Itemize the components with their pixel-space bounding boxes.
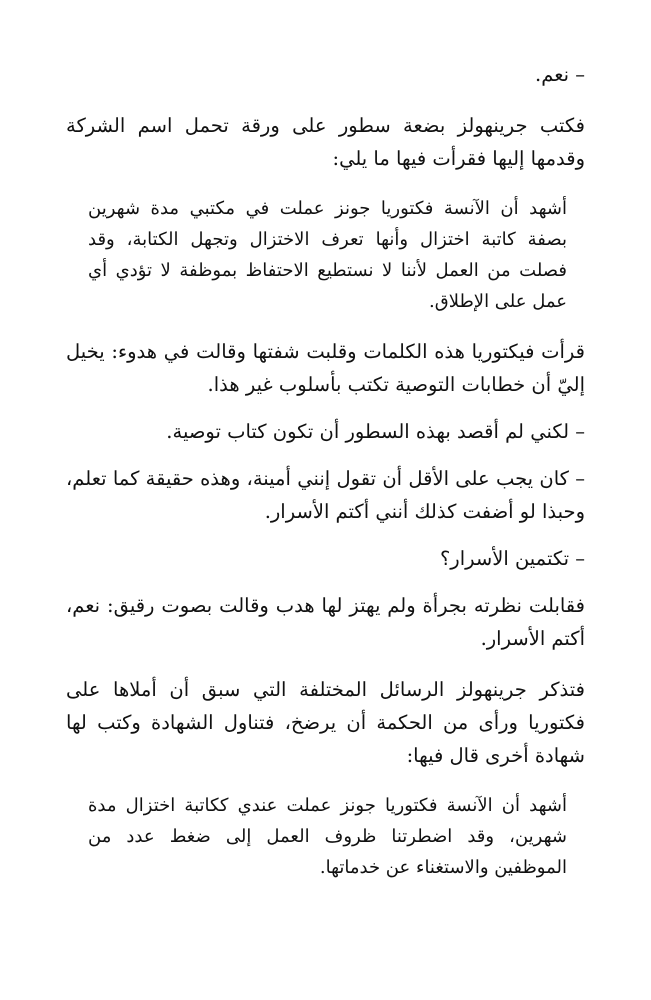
- quoted-first-certificate: أشهد أن الآنسة فكتوريا جونز عملت في مكتبي مدة شهرين بصفة كاتبة اختزال وأنها تعرف الاختزال وتجهل الكتابة، وقد فصلت من العمل لأننا لا نستطيع الاحتفاظ بموظفة لا تؤدي أي عمل على الإطلاق.: [88, 198, 567, 312]
- paragraph-bold-reply: فقابلت نظرته بجرأة ولم يهتز لها هدب وقالت بصوت رقيق: نعم، أكتم الأسرار.: [66, 594, 585, 650]
- paragraph-greenholtz-writes: فكتب جرينهولز بضعة سطور على ورقة تحمل اسم الشركة وقدمها إليها فقرأت فيها ما يلي:: [66, 114, 585, 170]
- paragraph-greenholtz-remembers: فتذكر جرينهولز الرسائل المختلفة التي سبق أن أملاها على فكتوريا ورأى من الحكمة أن يرضخ، فتناول الشهادة وكتب لها شهادة أخرى قال فيها:: [66, 678, 585, 767]
- paragraph-honest: – كان يجب على الأقل أن تقول إنني أمينة، وهذه حقيقة كما تعلم، وحبذا لو أضفت كذلك أنني أكتم الأسرار.: [66, 467, 585, 523]
- paragraph-yes: – نعم.: [535, 63, 585, 86]
- book-page: [66, 58, 585, 883]
- quoted-second-certificate: أشهد أن الآنسة فكتوريا جونز عملت عندي ككاتبة اختزال مدة شهرين، وقد اضطرتنا ظروف العمل إلى ضغط عدد من الموظفين والاستغناء عن خدماتها.: [88, 795, 567, 878]
- paragraph-not-recommendation: – لكني لم أقصد بهذه السطور أن تكون كتاب توصية.: [166, 420, 585, 443]
- paragraph-keep-secrets-question: – تكتمين الأسرار؟: [439, 547, 585, 570]
- paragraph-victoria-reads: قرأت فيكتوريا هذه الكلمات وقلبت شفتها وقالت في هدوء: يخيل إليّ أن خطابات التوصية تكتب بأسلوب غير هذا.: [66, 340, 585, 396]
